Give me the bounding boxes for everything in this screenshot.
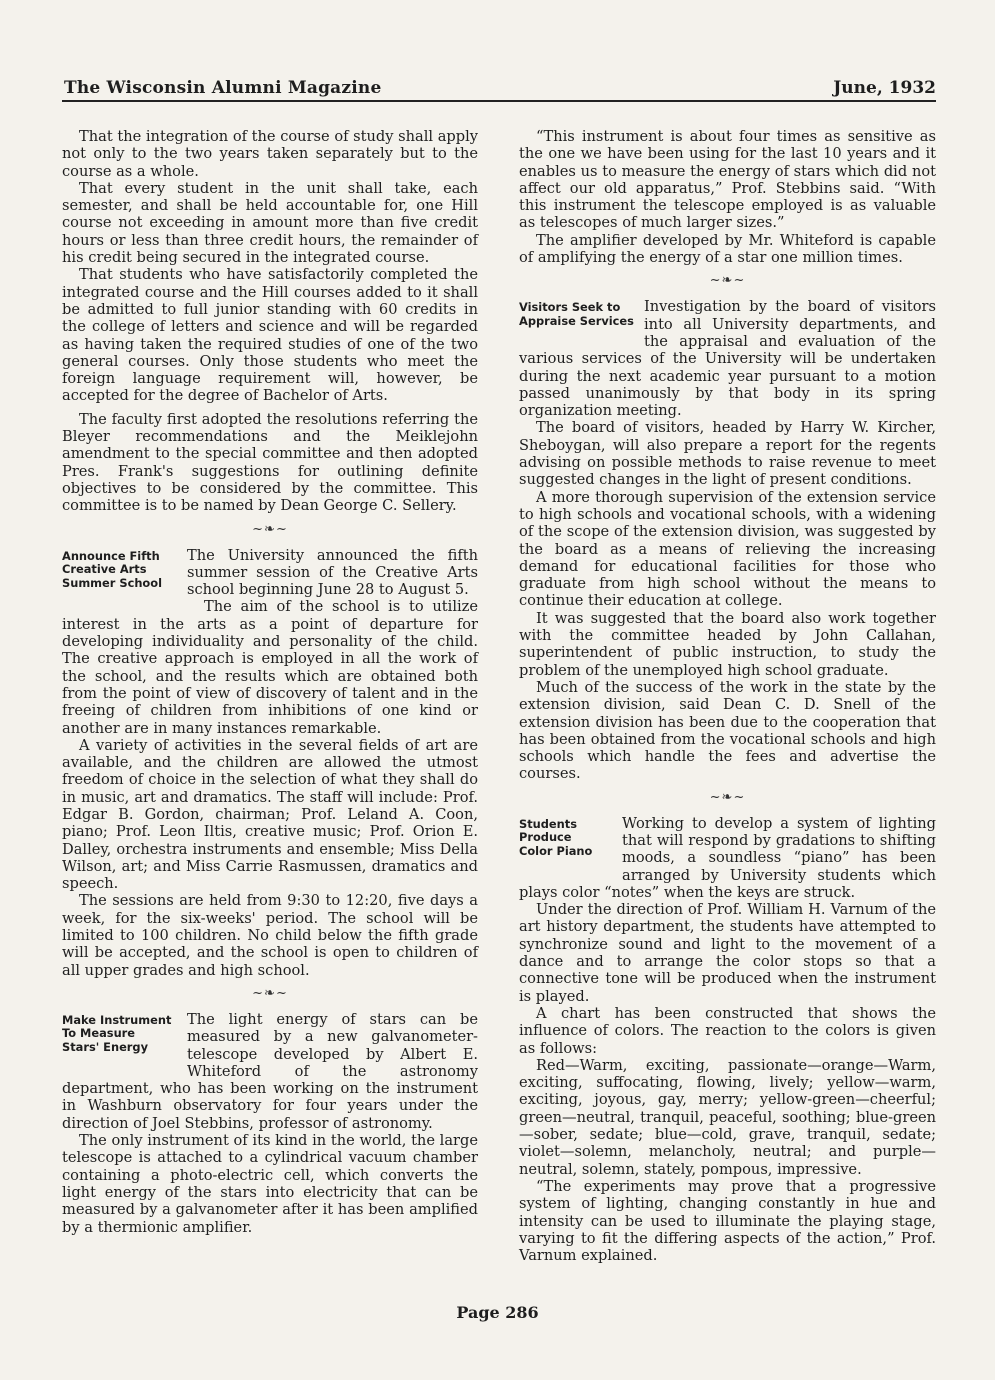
paragraph: A variety of activities in the several fields of art are available, and the children are allowed the utmost freedom of choice in the selection of what they shall do in music, art and dramatics. The staff will include: Prof. Edgar B. Gordon, chairman; Prof. Leland A. Coon, piano; Prof. Leon Iltis, creative music; Prof. Orion E. Dalley, orchestra instruments and ensemble; Miss Della Wilson, art; and Miss Carrie Rasmussen, dramatics and speech. bbox=[62, 736, 478, 893]
side-heading: Visitors Seek to Appraise Services bbox=[519, 300, 634, 328]
article-creative-arts bbox=[62, 547, 478, 979]
section-ornament: ~❧~ bbox=[252, 521, 288, 537]
paragraph: “This instrument is about four times as sensitive as the one we have been using for the last 10 years and it enables us to measure the energy of stars which did not affect our old apparatus,” Prof. Stebbins said. “With this instrument the telescope employed is as valuable as telescopes of much larger sizes.” bbox=[519, 128, 936, 232]
section-ornament: ~❧~ bbox=[252, 985, 288, 1001]
section-ornament: ~❧~ bbox=[709, 789, 746, 805]
paragraph: That students who have satisfactorily completed the integrated course and the Hill courses added to it shall be admitted to full junior standing with 60 credits in the college of letters and science and will be regarded as having taken the required studies of one of the two general courses. Only those students who meet the foreign language requirement will, however, be accepted for the degree of Bachelor of Arts. bbox=[62, 266, 478, 405]
paragraph: Red—Warm, exciting, passionate—orange—Warm, exciting, suffocating, flowing, lively; yellow—warm, exciting, joyous, gay, merry; yellow-green—cheerful; green—neutral, tranquil, peaceful, soothing; blue-green —sober, sedate; blue—cold, grave, tranquil, sedate; violet—solemn, melancholy, neutral; and purple—neutral, solemn, stately, pompous, impressive. bbox=[519, 1056, 936, 1178]
paragraph: The University announced the fifth summer session of the Creative Arts school beginning June 28 to August 5. bbox=[187, 546, 478, 599]
right-column bbox=[519, 128, 936, 1264]
section-ornament: ~❧~ bbox=[709, 273, 746, 289]
article-color-piano bbox=[519, 815, 936, 1265]
paragraph: The amplifier developed by Mr. Whiteford is capable of amplifying the energy of a star one million times. bbox=[519, 231, 936, 267]
page-number: Page 286 bbox=[456, 1303, 539, 1322]
paragraph: Under the direction of Prof. William H. Varnum of the art history department, the students have attempted to synchronize sound and light to the movement of a dance and to arrange the color stops so that a connective tone will be produced when the instrument is played. bbox=[519, 901, 936, 1005]
side-heading: Students Produce Color Piano bbox=[519, 816, 593, 858]
paragraph: It was suggested that the board also work together with the committee headed by John Callahan, superintendent of public instruction, to study the problem of the unemployed high school graduate. bbox=[519, 609, 936, 679]
article-visitors bbox=[519, 298, 936, 782]
paragraph: Working to develop a system of lighting that will respond by gradations to shifting moods, a soundless “piano” has been arranged by University students which plays color “notes” when the keys are struck. bbox=[519, 814, 936, 901]
left-column bbox=[62, 128, 478, 1236]
side-heading: Announce Fifth Creative Arts Summer School bbox=[62, 548, 162, 590]
magazine-title: The Wisconsin Alumni Magazine bbox=[64, 78, 382, 98]
paragraph: “The experiments may prove that a progressive system of lighting, changing constantly in hue and intensity can be used to illuminate the playing stage, varying to fit the differing aspects of the action,” Prof. Varnum explained. bbox=[519, 1177, 936, 1265]
running-header bbox=[62, 78, 936, 102]
paragraph: That the integration of the course of study shall apply not only to the two years taken separately but to the course as a whole. bbox=[62, 128, 478, 180]
paragraph: The aim of the school is to utilize interest in the arts as a point of departure for developing individuality and personality of the child. The creative approach is employed in all the work of the school, and the results which are obtained both from the point of view of discovery of talent and in the freeing of children from inhibitions of one kind or another are in many instances remarkable. bbox=[62, 598, 478, 737]
paragraph: The faculty first adopted the resolutions referring the Bleyer recommendations and the Meiklejohn amendment to the special committee and then adopted Pres. Frank's suggestions for outlining definite objectives to be considered by the committee. This committee is to be named by Dean George C. Sellery. bbox=[62, 410, 478, 515]
paragraph: The only instrument of its kind in the world, the large telescope is attached to a cylindrical vacuum chamber containing a photo-electric cell, which converts the light energy of the stars into electricity that can be measured by a galvanometer after it has been amplified by a thermionic amplifier. bbox=[62, 1132, 478, 1236]
paragraph: The board of visitors, headed by Harry W. Kircher, Sheboygan, will also prepare a report for the regents advising on possible methods to raise revenue to meet suggested changes in the light of present conditions. bbox=[519, 419, 936, 489]
paragraph: A chart has been constructed that shows the influence of colors. The reaction to the colors is given as follows: bbox=[519, 1004, 936, 1057]
article-stars-energy bbox=[62, 1011, 478, 1236]
paragraph: That every student in the unit shall take, each semester, and shall be held accountable for, one Hill course not exceeding in amount more than five credit hours or less than three credit hours, the remainder of his credit being secured in the integrated course. bbox=[62, 179, 478, 267]
header-rule bbox=[62, 100, 936, 102]
paragraph: Much of the success of the work in the state by the extension division, said Dean C. D. Snell of the extension division has been due to the cooperation that has been obtained from the vocational schools and high schools which handle the fees and advertise the courses. bbox=[519, 678, 936, 783]
issue-date: June, 1932 bbox=[833, 78, 936, 98]
side-heading: Make Instrument To Measure Stars' Energy bbox=[62, 1012, 172, 1054]
paragraph: The sessions are held from 9:30 to 12:20, five days a week, for the six-weeks' period. The school will be limited to 100 children. No child below the fifth grade will be accepted, and the school is open to children of all upper grades and high school. bbox=[62, 892, 478, 979]
paragraph: Investigation by the board of visitors into all University departments, and the appraisal and evaluation of the various services of the University will be undertaken during the next academic year pursuant to a motion passed unanimously by that body in its spring organization meeting. bbox=[519, 298, 936, 420]
paragraph: The light energy of stars can be measured by a new galvanometer-telescope developed by Albert E. Whiteford of the astronomy department, who has been working on the instrument in Washburn observatory for four years under the direction of Joel Stebbins, professor of astronomy. bbox=[62, 1010, 478, 1132]
paragraph: A more thorough supervision of the extension service to high schools and vocational schools, with a widening of the scope of the extension division, was suggested by the board as a means of relieving the increasing demand for educational facilities for those who graduate from high school without the means to continue their education at college. bbox=[519, 488, 936, 610]
